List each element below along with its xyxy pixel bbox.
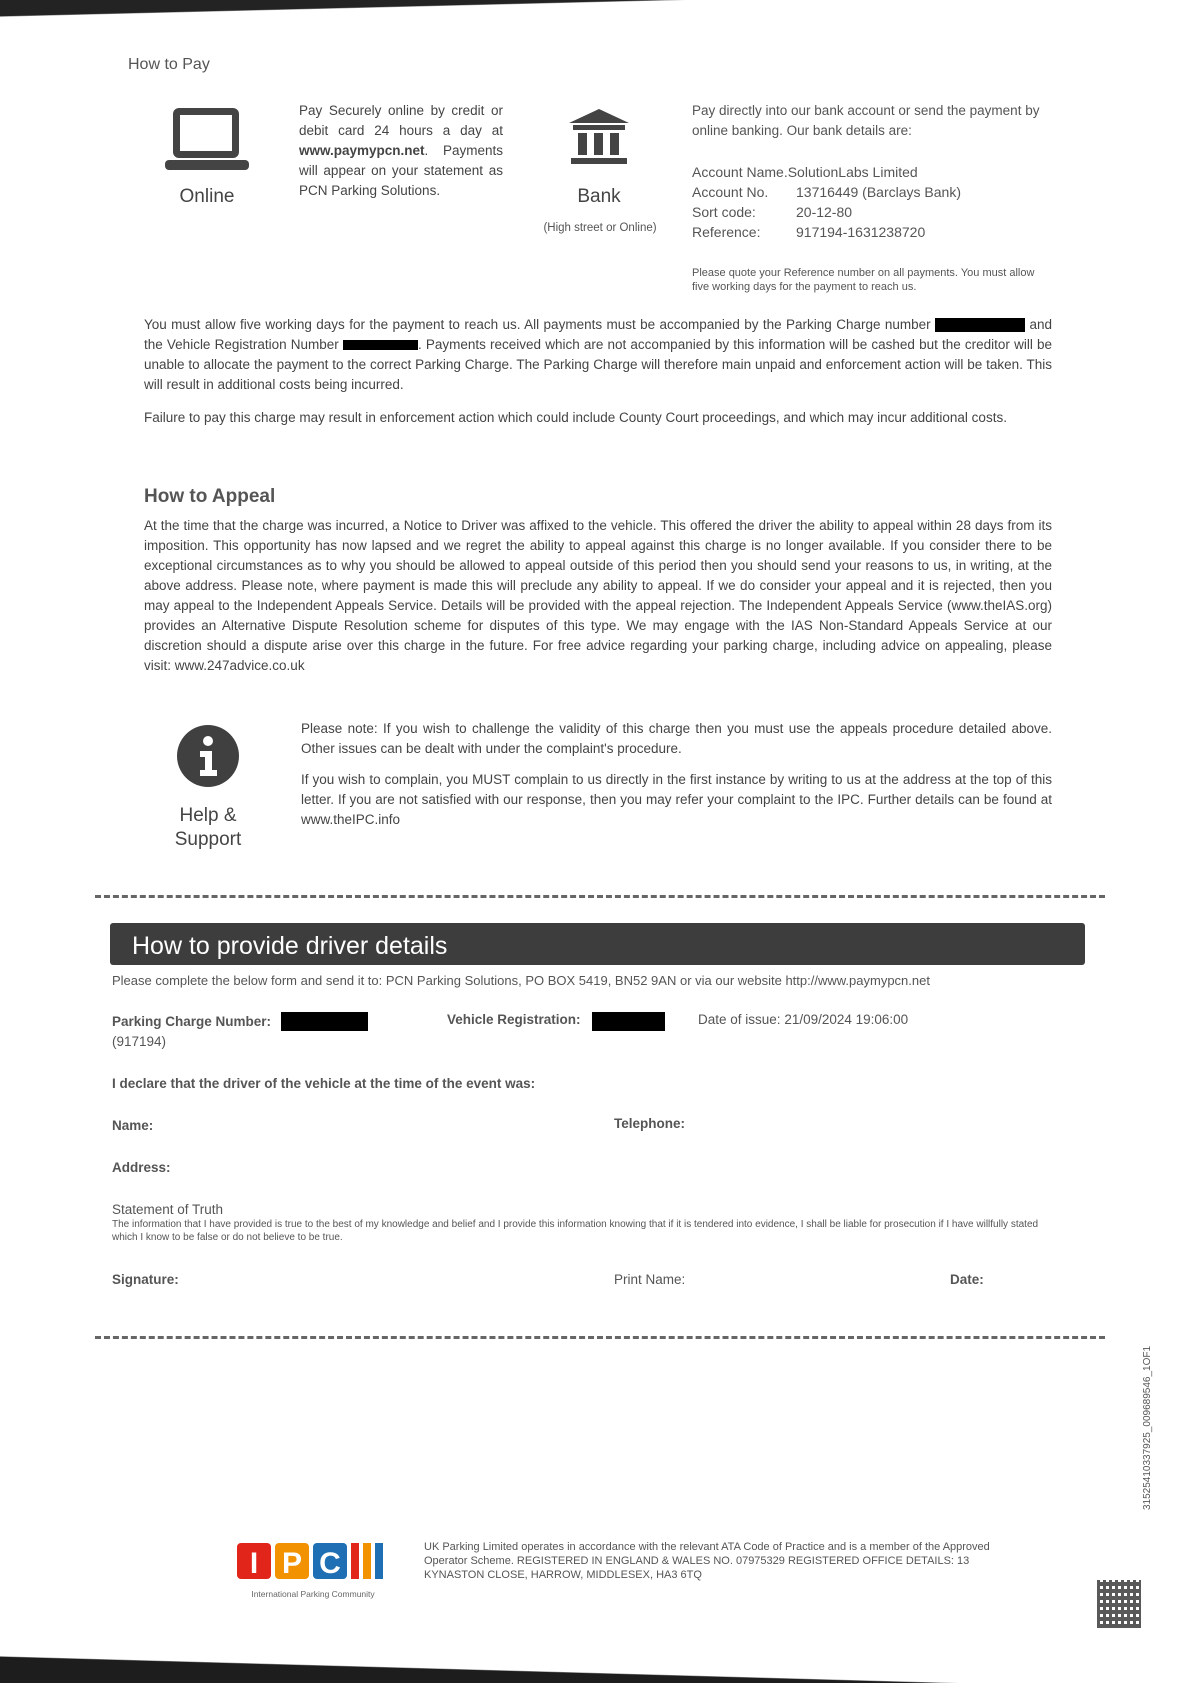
bank-row-reference: Reference: 917194-1631238720 bbox=[692, 224, 926, 240]
payment-notice: You must allow five working days for the payment to reach us. All payments must be accompanied by the Parking Charge number and the Vehicle Registration Number . Payments received which are not accompanied by this information will be cashed but the creditor will be unable to allocate the payment to the correct Parking Charge. The Parking Charge will therefore main unpaid and enforcement action will be taken. This will result in additional costs being incurred. bbox=[144, 317, 1052, 392]
truth-text: The information that I have provided is true to the best of my knowledge and belief and I provide this information knowing that if it is tendered into evidence, I shall be liable for prosecution if I have willfully stated which I know to be false or do not believe to be true. bbox=[112, 1219, 1039, 1243]
redacted-pcn bbox=[935, 318, 1025, 332]
bank-row-account-name: Account Name. SolutionLabs Limited bbox=[692, 164, 918, 180]
bank-icon bbox=[567, 107, 631, 167]
declare-text: I declare that the driver of the vehicle at the time of the event was: bbox=[112, 1076, 536, 1091]
cut-line-bottom bbox=[95, 1336, 1105, 1339]
cut-line-top bbox=[95, 895, 1105, 898]
help-para-2: If you wish to complain, you MUST complain to us directly in the first instance by writing to us at the address at the top of this letter. If you are not satisfied with our response, then you may refer your complaint to the IPC. Further details can be found at www.theIPC.info bbox=[301, 772, 1052, 827]
address-field-label: Address: bbox=[112, 1160, 171, 1175]
bank-sublabel: (High street or Online) bbox=[543, 222, 657, 234]
ipc-logo-caption: International Parking Community bbox=[251, 1589, 375, 1599]
form-instruction: Please complete the below form and send it to: PCN Parking Solutions, PO BOX 5419, BN52 9AN or via our website http://www.paymypcn.net bbox=[112, 973, 930, 988]
online-label: Online bbox=[179, 186, 235, 207]
info-icon bbox=[176, 724, 240, 788]
pay-title: How to Pay bbox=[128, 56, 210, 73]
bank-details bbox=[692, 162, 1052, 242]
pcn-field-sub: (917194) bbox=[112, 1034, 167, 1049]
side-code: 3152541033792​5_009689546_1OF1 bbox=[1142, 1345, 1153, 1510]
telephone-field-label: Telephone: bbox=[614, 1116, 686, 1131]
qr-code-icon bbox=[1097, 1580, 1141, 1628]
paymypcn-link[interactable]: www.paymypcn.net bbox=[299, 143, 425, 158]
footer-text: UK Parking Limited operates in accordance with the relevant ATA Code of Practice and is a member of the Approved Operator Scheme. REGISTERED IN ENGLAND & WALES NO. 07975329 REGISTERED OFFICE DETAILS: 13 KYNASTON CLOSE, HARROW, MIDDLESEX, HA3 6TQ bbox=[424, 1541, 990, 1581]
print-name-field-label: Print Name: bbox=[614, 1272, 686, 1287]
online-text: Pay Securely online by credit or debit card 24 hours a day at www.paymypcn.net. Payments will appear on your statement as PCN Parking Solutions. bbox=[299, 103, 503, 198]
scan-shadow-bottom bbox=[0, 1630, 1189, 1683]
bank-note: Please quote your Reference number on all payments. You must allow five working days for the payment to reach us. bbox=[692, 267, 1035, 293]
svg-text:P: P bbox=[281, 1547, 303, 1580]
date-of-issue: Date of issue: 21/09/2024 19:06:00 bbox=[698, 1012, 909, 1027]
bank-row-sort-code: Sort code: 20-12-80 bbox=[692, 204, 853, 220]
signature-field-label: Signature: bbox=[112, 1272, 179, 1287]
pcn-field-redacted[interactable] bbox=[281, 1012, 368, 1031]
help-para-1: Please note: If you wish to challenge the validity of this charge then you must use the appeals procedure detailed above. Other issues can be dealt with under the complaint's procedure. bbox=[301, 721, 1052, 756]
vrm-field-redacted[interactable] bbox=[592, 1012, 665, 1031]
date-field-label: Date: bbox=[950, 1272, 984, 1287]
ipc-logo-graphic bbox=[235, 1541, 391, 1581]
scan-shadow-top bbox=[0, 0, 1189, 40]
svg-text:C: C bbox=[319, 1547, 341, 1580]
appeal-title: How to Appeal bbox=[144, 486, 276, 507]
ipc-logo bbox=[235, 1541, 391, 1599]
bank-intro: Pay directly into our bank account or send the payment by online banking. Our bank details are: bbox=[692, 103, 1040, 138]
truth-title: Statement of Truth bbox=[112, 1202, 224, 1217]
failure-notice: Failure to pay this charge may result in enforcement action which could include County Court proceedings, and which may incur additional costs. bbox=[144, 410, 1007, 425]
bank-row-account-no: Account No. 13716449 (Barclays Bank) bbox=[692, 184, 961, 200]
driver-details-banner: How to provide driver details bbox=[110, 923, 1085, 965]
svg-text:I: I bbox=[249, 1547, 259, 1580]
vrm-field-label: Vehicle Registration: bbox=[447, 1012, 581, 1027]
redacted-vrm bbox=[343, 340, 418, 350]
help-support-label: Help & Support bbox=[174, 805, 242, 850]
name-field-label: Name: bbox=[112, 1118, 154, 1133]
bank-label: Bank bbox=[577, 186, 621, 207]
appeal-text: At the time that the charge was incurred, a Notice to Driver was affixed to the vehicle. This offered the driver the ability to appeal within 28 days from its imposition. This opportunity has now lapsed and we regret the ability to appeal against this charge is no longer available. If you consider there to be exceptional circumstances as to why you should be allowed to appeal outside of this period then you should send your reasons to us, in writing, at the above address. Please note, where payment is made this will preclude any ability to appeal. If we do consider your appeal and it is rejected, then you may appeal to the Independent Appeals Service. Details will be provided with the appeal rejection. The Independent Appeals Service (www.theIAS.org) provides an Alternative Dispute Resolution scheme for disputes of this type. We may engage with the IAS Non-Standard Appeals Service at our discretion should a dispute arise over this charge in the future. For free advice regarding your parking charge, including advice on appealing, please visit: www.247advice.co.uk bbox=[144, 518, 1052, 673]
pcn-field-label: Parking Charge Number: bbox=[112, 1014, 272, 1029]
laptop-icon bbox=[165, 105, 249, 175]
